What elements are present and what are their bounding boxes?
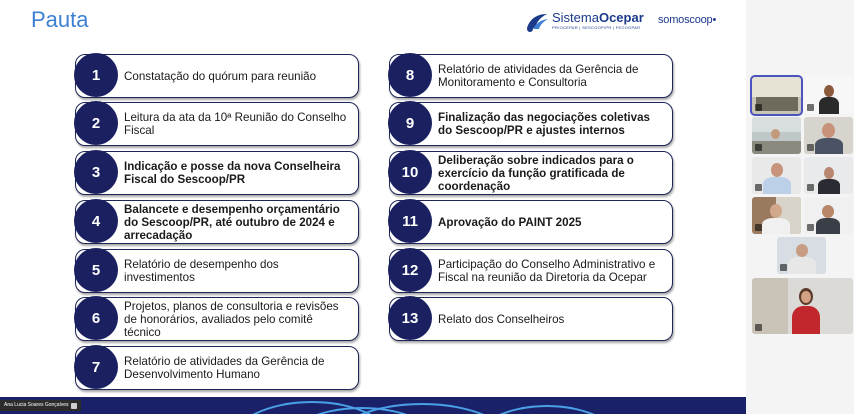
mic-off-icon <box>807 184 814 191</box>
agenda-number-badge: 7 <box>74 345 118 389</box>
agenda-item <box>389 200 673 244</box>
participant-tile[interactable] <box>752 77 801 114</box>
agenda-number-badge: 10 <box>388 150 432 194</box>
participant-tile[interactable] <box>804 117 853 154</box>
agenda-text: Deliberação sobre indicados para o exercício da função gratificada de coordenação <box>438 153 634 193</box>
ocepar-logo-icon <box>524 11 550 33</box>
agenda-text: Projetos, planos de consultoria e revisões de honorários, avaliados pelo comitê técnico <box>124 299 339 339</box>
agenda-number-badge: 11 <box>388 199 432 243</box>
agenda-text: Balancete e desempenho orçamentário do Sescoop/PR, até outubro de 2024 e arrecadação <box>124 202 340 242</box>
somoscoop-dot-icon: • <box>712 14 717 26</box>
participant-tile[interactable] <box>777 237 826 274</box>
participant-tile-large[interactable] <box>752 278 853 334</box>
agenda-number-badge: 12 <box>388 248 432 292</box>
somoscoop-logo: somoscoop• <box>658 14 717 26</box>
mic-off-icon <box>755 104 762 111</box>
mic-off-icon <box>755 224 762 231</box>
slide-footer-banner <box>0 397 746 414</box>
participant-gallery <box>749 0 854 414</box>
agenda-item <box>75 102 359 146</box>
mic-off-icon <box>755 144 762 151</box>
agenda-text: Relato dos Conselheiros <box>438 312 565 326</box>
agenda-text: Finalização das negociações coletivas do Sescoop/PR e ajustes internos <box>438 111 650 137</box>
agenda-item <box>389 54 673 98</box>
agenda-item <box>75 200 359 244</box>
agenda-number-badge: 4 <box>74 199 118 243</box>
participant-tile[interactable] <box>752 157 801 194</box>
mic-icon <box>71 403 77 409</box>
agenda-item <box>389 102 673 146</box>
agenda-item <box>75 249 359 293</box>
mic-off-icon <box>755 184 762 191</box>
logo-wordmark: SistemaOcepar <box>552 10 644 25</box>
logo-subtitle: PR/OCEPAR | SESCOOP/PR | FECOOPAR <box>552 25 641 30</box>
agenda-item <box>75 151 359 195</box>
agenda-number-badge: 3 <box>74 150 118 194</box>
presenter-name-tag <box>0 400 81 411</box>
agenda-text: Indicação e posse da nova Conselheira Fiscal do Sescoop/PR <box>124 160 341 186</box>
agenda-item <box>389 151 673 195</box>
agenda-item <box>389 297 673 341</box>
agenda-text: Participação do Conselho Administrativo e Fiscal na reunião da Diretoria da Ocepar <box>438 258 656 284</box>
agenda-item <box>75 297 359 341</box>
agenda-number-badge: 6 <box>74 296 118 340</box>
agenda-number-badge: 2 <box>74 101 118 145</box>
participant-tile[interactable] <box>804 197 853 234</box>
sistema-ocepar-logo <box>524 11 644 35</box>
agenda-number-badge: 8 <box>388 53 432 97</box>
agenda-item <box>75 346 359 390</box>
presenter-name: Ana Lucia Soares Gonçalves <box>4 402 69 408</box>
mic-off-icon <box>807 144 814 151</box>
participant-tile[interactable] <box>752 117 801 154</box>
agenda-number-badge: 1 <box>74 53 118 97</box>
participant-tile[interactable] <box>804 77 853 114</box>
agenda-item <box>389 249 673 293</box>
mic-off-icon <box>807 104 814 111</box>
mic-off-icon <box>780 264 787 271</box>
agenda-number-badge: 9 <box>388 101 432 145</box>
agenda-text: Constatação do quórum para reunião <box>124 69 317 83</box>
participant-tile[interactable] <box>752 197 801 234</box>
participant-tile[interactable] <box>804 157 853 194</box>
agenda-text: Relatório de desempenho dos investimentos <box>124 258 279 284</box>
agenda-text: Aprovação do PAINT 2025 <box>438 215 582 229</box>
mic-off-icon <box>755 324 762 331</box>
agenda-text: Relatório de atividades da Gerência de Desenvolvimento Humano <box>124 355 325 381</box>
agenda-item <box>75 54 359 98</box>
agenda-number-badge: 5 <box>74 248 118 292</box>
mic-off-icon <box>807 224 814 231</box>
slide-title: Pauta <box>31 7 89 32</box>
agenda-number-badge: 13 <box>388 296 432 340</box>
agenda-text: Leitura da ata da 10ª Reunião do Conselho Fiscal <box>124 111 347 137</box>
agenda-text: Relatório de atividades da Gerência de Monitoramento e Consultoria <box>438 63 639 89</box>
